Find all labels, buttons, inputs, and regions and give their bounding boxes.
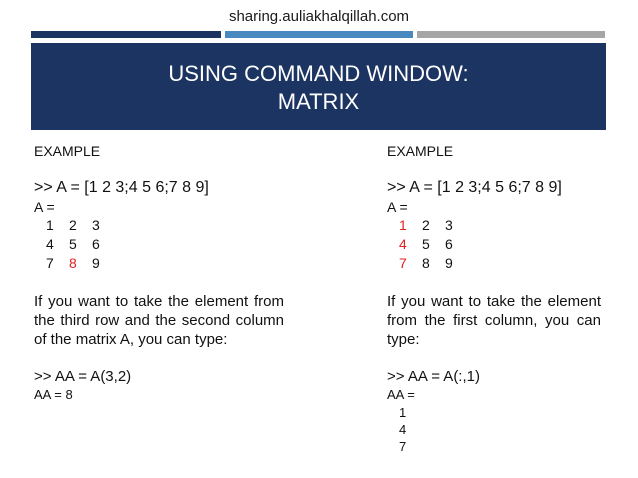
command-result: AA = 8 [34,387,73,402]
matrix-name: A = [34,199,55,215]
matrix-cell: 5 [422,236,430,252]
matrix-cell-highlighted: 7 [399,255,407,271]
index-command: >> AA = A(:,1) [387,368,480,385]
explanation-paragraph: If you want to take the element from the third row and the second column of the matrix A, you can type: [34,293,284,348]
title-banner [31,43,606,130]
matrix-cell-highlighted: 1 [399,217,407,233]
index-command: >> AA = A(3,2) [34,368,132,385]
result-value: 4 [399,422,407,437]
matrix-row [387,254,601,273]
slide-title-line1: USING COMMAND WINDOW: [168,61,469,86]
result-value: 7 [399,439,407,454]
matrix-cell: 2 [69,217,77,233]
matrix-row [387,216,601,235]
matrix-cell-highlighted: 4 [399,236,407,252]
matrix-name: A = [387,199,408,215]
matrix-cell-highlighted: 8 [69,255,77,271]
matrix-cell: 6 [445,236,453,252]
matrix-cell: 1 [46,217,54,233]
accent-bar-navy [31,31,221,38]
example-label: EXAMPLE [34,143,101,159]
matrix-cell: 6 [92,236,100,252]
command-result-label: AA = [387,387,415,402]
matrix-cell: 9 [92,255,100,271]
matrix-cell: 5 [69,236,77,252]
site-url: sharing.auliakhalqillah.com [228,8,410,25]
right-column [387,142,601,455]
matrix-row [387,235,601,254]
slide-title-line2: MATRIX [277,89,360,114]
matrix-row [34,235,284,254]
matrix-command: >> A = [1 2 3;4 5 6;7 8 9] [387,179,562,196]
matrix-command: >> A = [1 2 3;4 5 6;7 8 9] [34,179,209,196]
matrix-cell: 7 [46,255,54,271]
matrix-cell: 9 [445,255,453,271]
matrix-cell: 8 [422,255,430,271]
example-label: EXAMPLE [387,143,454,159]
accent-bar-blue [225,31,413,38]
explanation-paragraph: If you want to take the element from the first column, you can type: [387,293,601,348]
matrix-cell: 3 [92,217,100,233]
result-value: 1 [399,405,407,420]
accent-bar-gray [417,31,605,38]
matrix-cell: 3 [445,217,453,233]
matrix-cell: 4 [46,236,54,252]
left-column [34,142,284,404]
matrix-row [34,254,284,273]
matrix-row [34,216,284,235]
matrix-cell: 2 [422,217,430,233]
